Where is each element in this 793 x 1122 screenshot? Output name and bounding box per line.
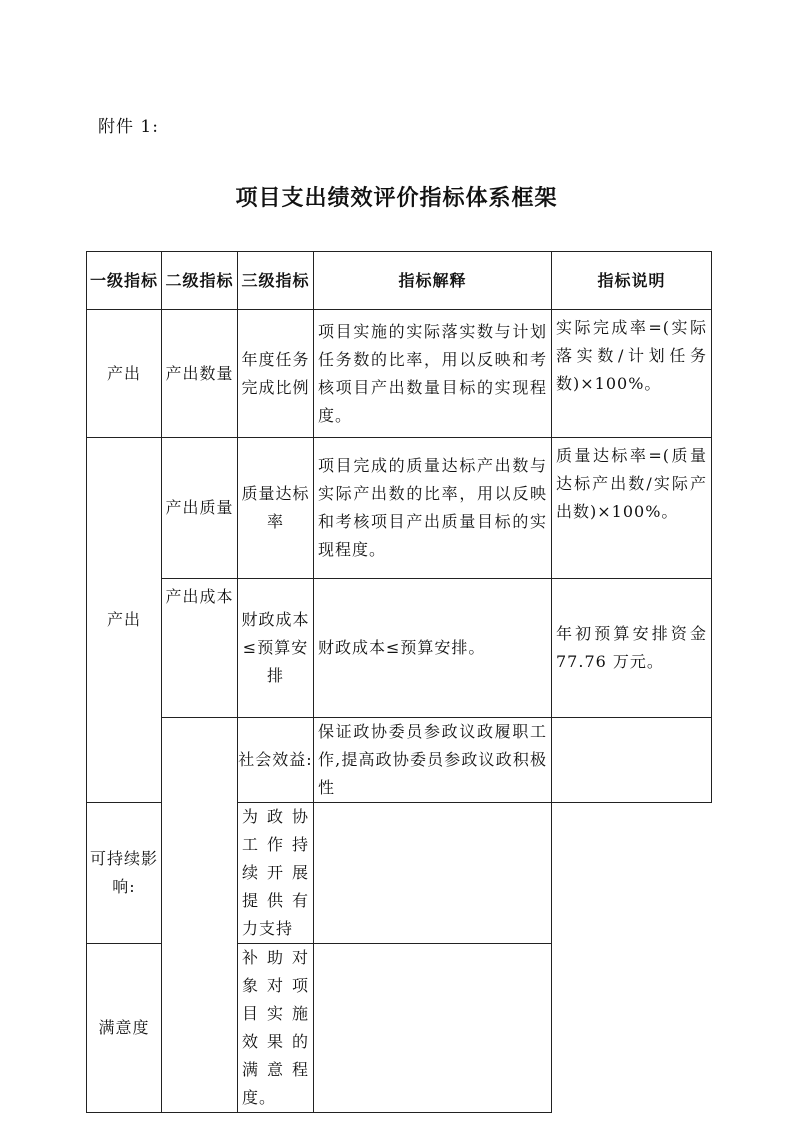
table-row (87, 579, 712, 718)
explanation-cell: 保证政协委员参政议政履职工作,提高政协委员参政议政积极性 (314, 718, 552, 803)
level2-empty-cell (162, 718, 238, 1113)
explanation-cell: 补助对象对项目实施效果的满意程度。 (238, 944, 314, 1113)
level3-cell: 年度任务完成比例 (238, 310, 314, 438)
attachment-label: 附件 1: (98, 117, 159, 137)
level1-cell: 产出 (87, 438, 162, 803)
level2-cell: 产出成本 (162, 579, 238, 718)
description-cell (314, 803, 552, 944)
description-cell: 质量达标率=(质量达标产出数/实际产出数)×100%。 (552, 438, 712, 579)
level1-cell: 产出 (87, 310, 162, 438)
table-header-row (87, 252, 712, 310)
table-row (87, 718, 712, 803)
explanation-cell: 项目实施的实际落实数与计划任务数的比率，用以反映和考核项目产出数量目标的实现程度。 (314, 310, 552, 438)
level3-cell: 可持续影响: (87, 803, 162, 944)
description-cell (552, 718, 712, 803)
indicator-table (86, 251, 712, 1113)
page-title: 项目支出绩效评价指标体系框架 (235, 185, 558, 211)
level2-cell: 产出质量 (162, 438, 238, 579)
explanation-cell: 财政成本≤预算安排。 (314, 579, 552, 718)
description-cell (314, 944, 552, 1113)
level3-cell: 财政成本≤预算安排 (238, 579, 314, 718)
level2-cell: 产出数量 (162, 310, 238, 438)
explanation-cell: 为政协工作持续开展提供有力支持 (238, 803, 314, 944)
description-cell: 实际完成率=(实际落实数/计划任务数)×100%。 (552, 310, 712, 438)
header-level1: 一级指标 (87, 252, 162, 310)
table-row (87, 310, 712, 438)
header-explanation: 指标解释 (314, 252, 552, 310)
header-level2: 二级指标 (162, 252, 238, 310)
level3-cell: 满意度 (87, 944, 162, 1113)
table-row (87, 438, 712, 579)
header-description: 指标说明 (552, 252, 712, 310)
level3-cell: 社会效益: (238, 718, 314, 803)
header-level3: 三级指标 (238, 252, 314, 310)
level3-cell: 质量达标率 (238, 438, 314, 579)
description-cell: 年初预算安排资金 77.76 万元。 (552, 579, 712, 718)
explanation-cell: 项目完成的质量达标产出数与实际产出数的比率，用以反映和考核项目产出质量目标的实现程度。 (314, 438, 552, 579)
